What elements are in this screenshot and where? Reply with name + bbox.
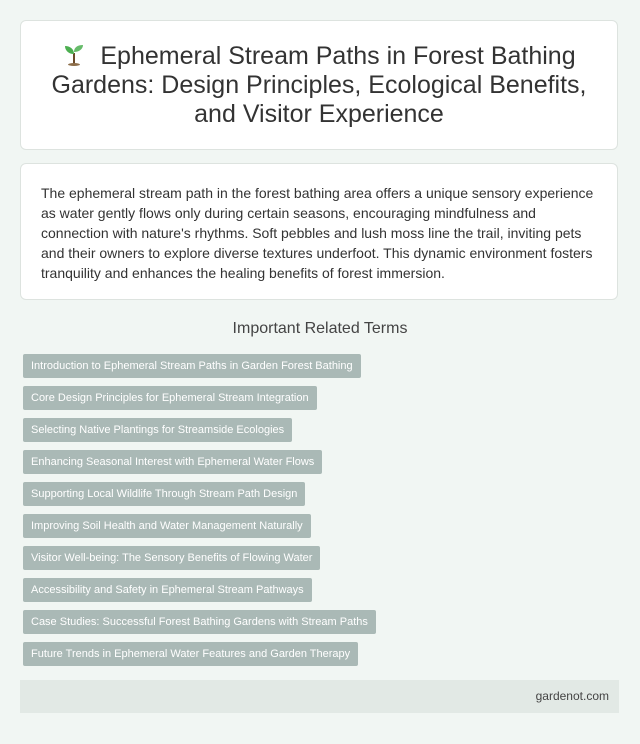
- sprout-icon: [62, 44, 86, 66]
- title-card: [20, 20, 618, 150]
- footer-site-link[interactable]: gardenot.com: [535, 689, 609, 703]
- related-term-tag[interactable]: Selecting Native Plantings for Streamside Ecologies: [23, 418, 292, 442]
- page-title: [39, 42, 599, 129]
- related-term-tag[interactable]: Introduction to Ephemeral Stream Paths in Garden Forest Bathing: [23, 354, 361, 378]
- related-terms-list: [23, 354, 619, 674]
- related-term-tag[interactable]: Future Trends in Ephemeral Water Features and Garden Therapy: [23, 642, 358, 666]
- page-title-text: Ephemeral Stream Paths in Forest Bathing Gardens: Design Principles, Ecological Benefits, and Visitor Experience: [51, 41, 587, 128]
- related-term-tag[interactable]: Accessibility and Safety in Ephemeral Stream Pathways: [23, 578, 312, 602]
- summary-card: [20, 163, 618, 300]
- related-term-tag[interactable]: Enhancing Seasonal Interest with Ephemeral Water Flows: [23, 450, 322, 474]
- related-term-tag[interactable]: Visitor Well-being: The Sensory Benefits of Flowing Water: [23, 546, 320, 570]
- related-term-tag[interactable]: Supporting Local Wildlife Through Stream Path Design: [23, 482, 305, 506]
- related-terms-heading: Important Related Terms: [232, 320, 408, 337]
- related-term-tag[interactable]: Improving Soil Health and Water Management Naturally: [23, 514, 311, 538]
- footer-bar: [20, 680, 619, 713]
- summary-text: The ephemeral stream path in the forest bathing area offers a unique sensory experience as water gently flows only during certain seasons, encouraging mindfulness and connection with nature's rhythms. Soft pebbles and lush moss line the trail, inviting pets and their owners to explore diverse textures underfoot. This dynamic environment fosters tranquility and enhances the healing benefits of forest immersion.: [41, 185, 594, 281]
- related-term-tag[interactable]: Case Studies: Successful Forest Bathing Gardens with Stream Paths: [23, 610, 376, 634]
- related-term-tag[interactable]: Core Design Principles for Ephemeral Stream Integration: [23, 386, 317, 410]
